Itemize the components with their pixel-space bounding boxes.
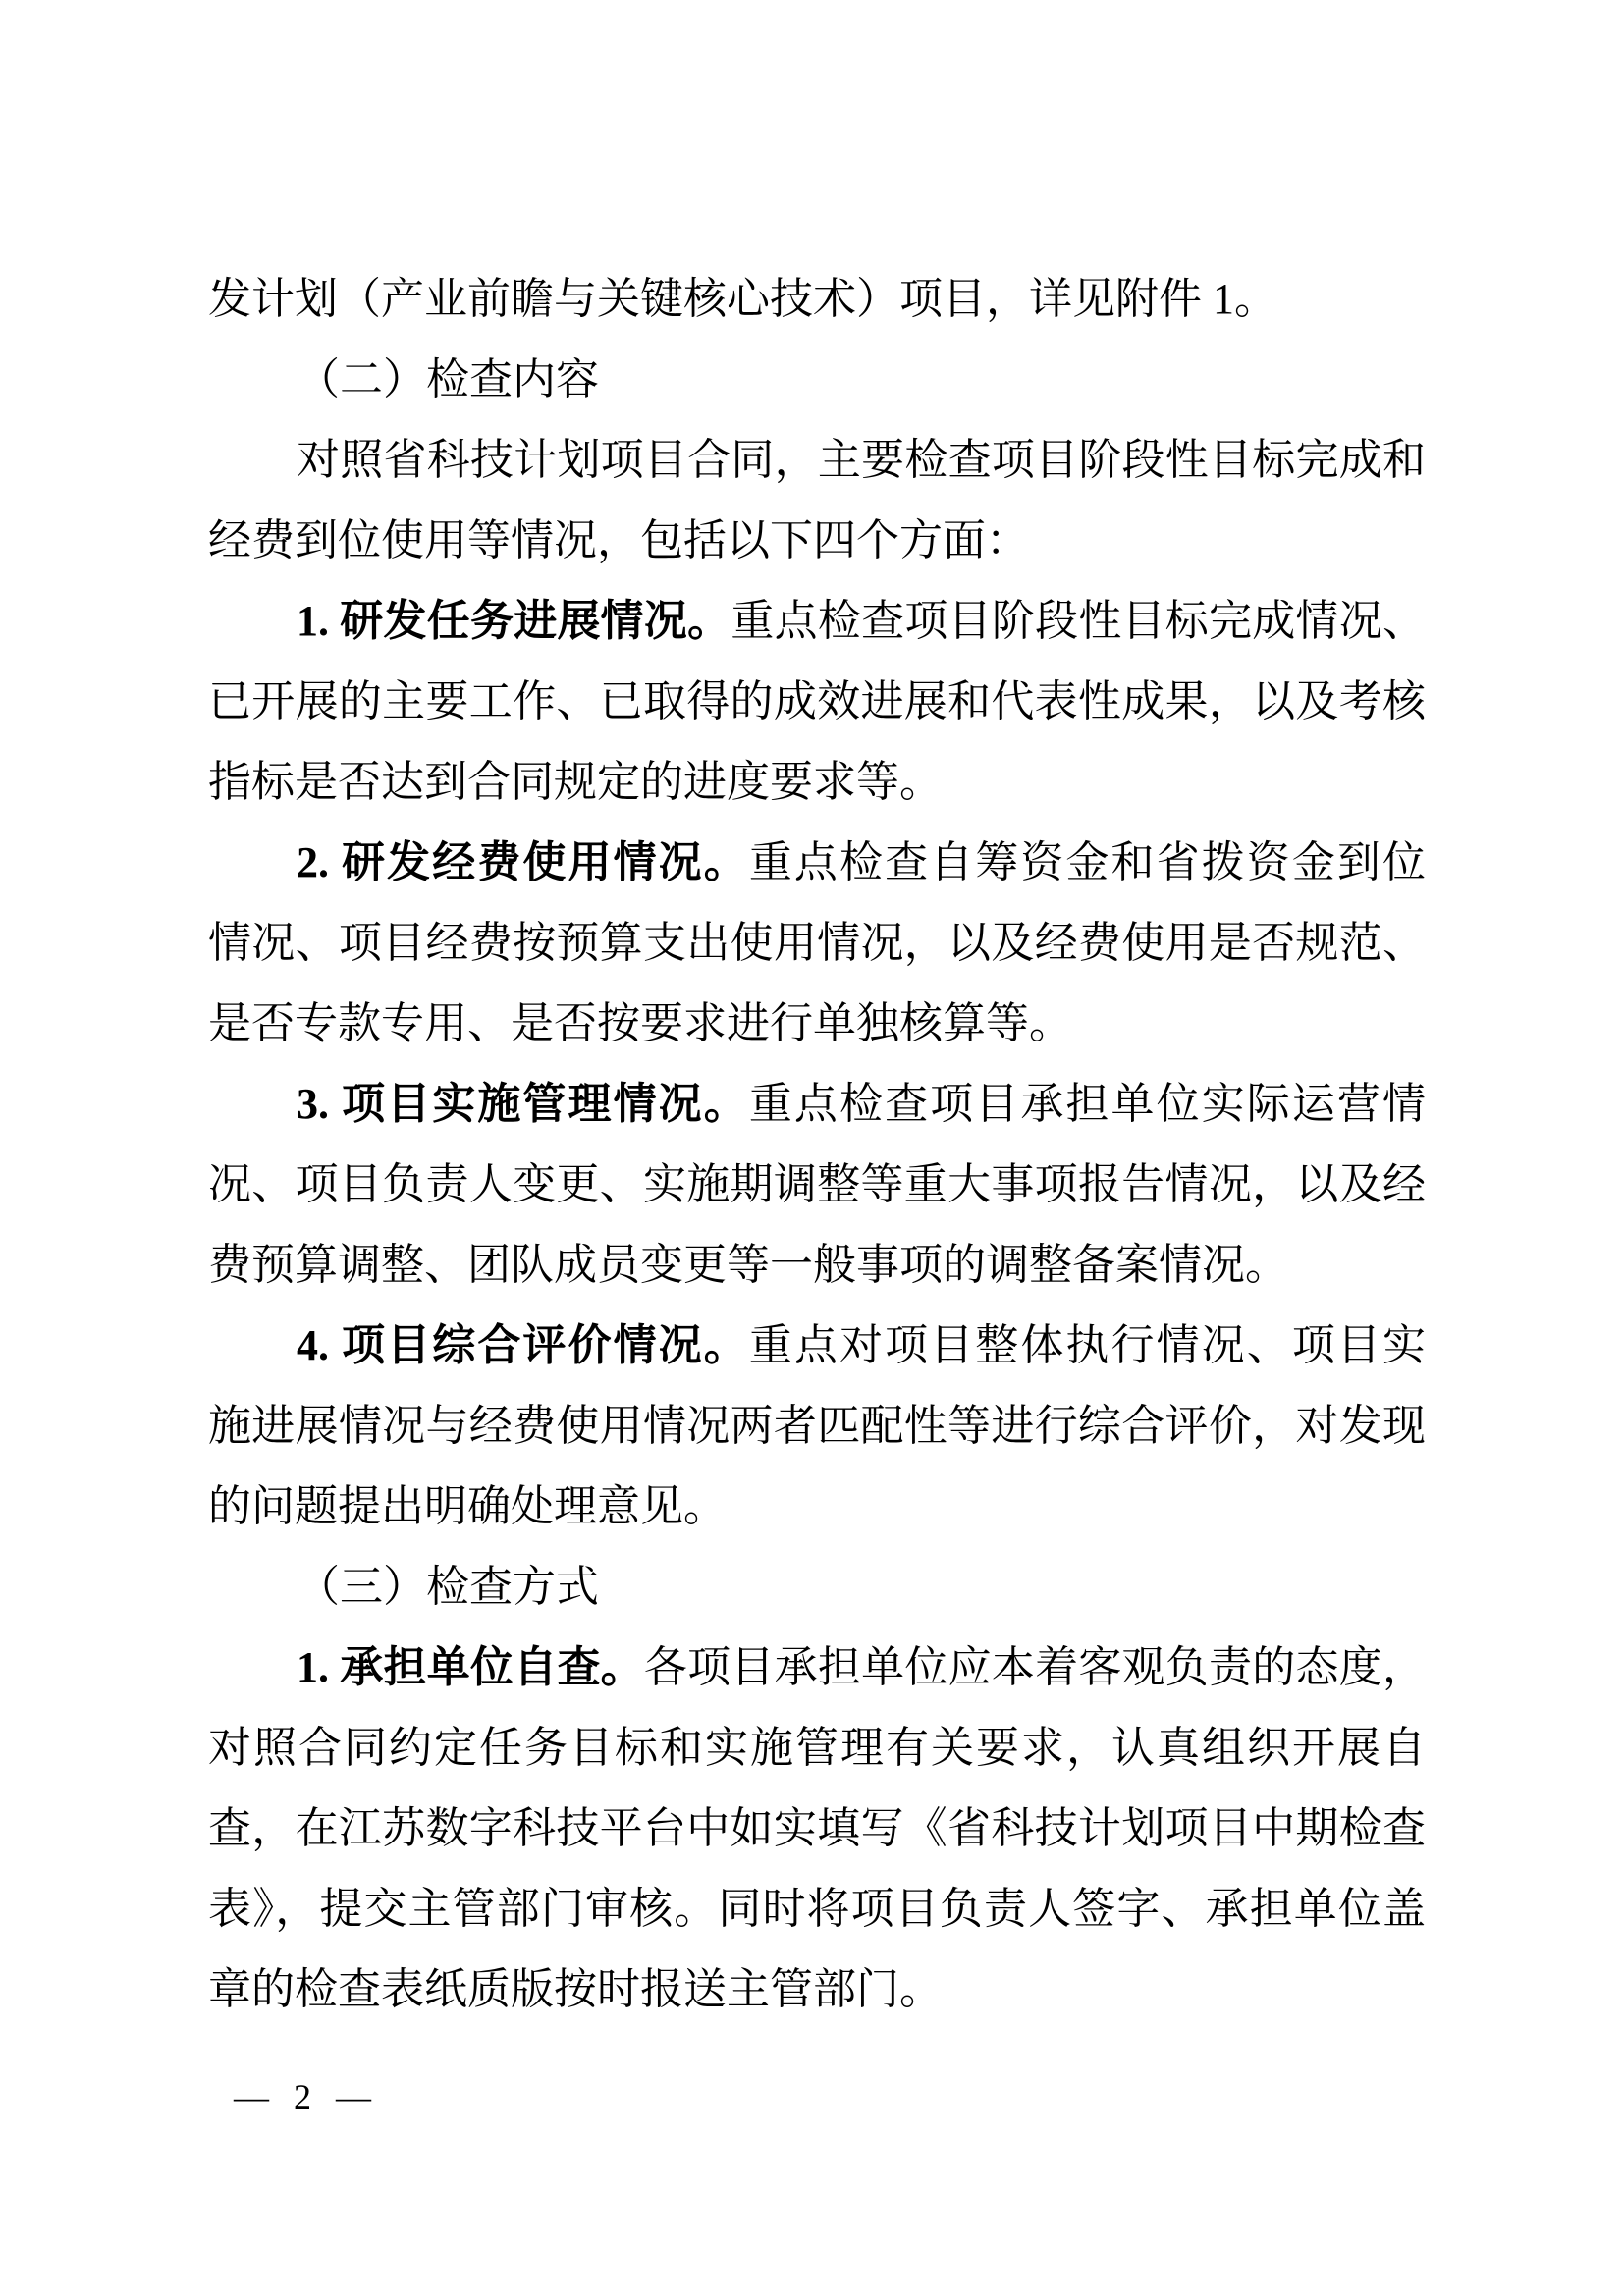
- text-line: [208, 1467, 1426, 1547]
- text-segment: 指标是否达到合同规定的进度要求等。: [208, 758, 943, 806]
- text-segment: 表》，提交主管部门审核。同时将项目负责人签字、承担单位盖: [208, 1885, 1426, 1933]
- text-line: [208, 823, 1426, 903]
- text-segment: 重点检查项目阶段性目标完成情况、: [731, 597, 1427, 645]
- text-segment: 费预算调整、团队成员变更等一般事项的调整备案情况。: [208, 1241, 1288, 1289]
- text-line: [208, 1789, 1426, 1869]
- text-line: [208, 340, 1426, 420]
- text-line: [208, 903, 1426, 984]
- text-segment: 的问题提出明确处理意见。: [208, 1482, 727, 1530]
- text-segment: 况、项目负责人变更、实施期调整等重大事项报告情况，以及经: [208, 1160, 1426, 1208]
- text-line: [208, 1064, 1426, 1145]
- text-line: [208, 742, 1426, 823]
- text-segment: 查，在江苏数字科技平台中如实填写《省科技计划项目中期检查: [208, 1804, 1426, 1852]
- text-segment: 施进展情况与经费使用情况两者匹配性等进行综合评价，对发现: [208, 1402, 1426, 1450]
- text-segment: 重点对项目整体执行情况、项目实: [748, 1321, 1427, 1369]
- text-line: [208, 259, 1426, 340]
- text-segment: 已开展的主要工作、已取得的成效进展和代表性成果，以及考核: [208, 677, 1426, 725]
- text-segment: 对照省科技计划项目合同，主要检查项目阶段性目标完成和: [297, 436, 1426, 484]
- text-line: [208, 581, 1426, 662]
- text-line: [208, 420, 1426, 501]
- text-segment: 章的检查表纸质版按时报送主管部门。: [208, 1965, 943, 2013]
- text-line: [208, 1225, 1426, 1306]
- section-heading-segment: 1. 研发任务进展情况。: [297, 597, 731, 645]
- text-line: [208, 1386, 1426, 1467]
- text-segment: 对照合同约定任务目标和实施管理有关要求，认真组织开展自: [208, 1724, 1426, 1772]
- section-heading-segment: 4. 项目综合评价情况。: [297, 1321, 749, 1369]
- section-heading-segment: 2. 研发经费使用情况。: [297, 838, 749, 886]
- section-heading-segment: 1. 承担单位自查。: [297, 1643, 644, 1691]
- text-line: [208, 1949, 1426, 2030]
- text-line: [208, 1547, 1426, 1628]
- text-segment: 发计划（产业前瞻与关键核心技术）项目，详见附件 1。: [208, 275, 1277, 323]
- text-line: [208, 662, 1426, 742]
- text-line: [208, 1628, 1426, 1708]
- text-segment: 各项目承担单位应本着客观负责的态度，: [643, 1643, 1427, 1691]
- section-heading-segment: 3. 项目实施管理情况。: [297, 1080, 749, 1128]
- text-line: [208, 984, 1426, 1064]
- page-number: — 2 —: [234, 2077, 379, 2116]
- text-segment: （三）检查方式: [297, 1563, 599, 1611]
- text-line: [208, 1869, 1426, 1949]
- text-segment: 是否专款专用、是否按要求进行单独核算等。: [208, 999, 1072, 1047]
- text-line: [208, 1306, 1426, 1386]
- text-segment: 重点检查自筹资金和省拨资金到位: [748, 838, 1427, 886]
- text-line: [208, 1145, 1426, 1225]
- text-segment: 重点检查项目承担单位实际运营情: [748, 1080, 1427, 1128]
- text-segment: （二）检查内容: [297, 355, 599, 403]
- document-body: [208, 259, 1426, 2030]
- text-segment: 经费到位使用等情况，包括以下四个方面：: [208, 516, 1029, 564]
- text-line: [208, 501, 1426, 581]
- text-line: [208, 1708, 1426, 1789]
- text-segment: 情况、项目经费按预算支出使用情况，以及经费使用是否规范、: [208, 919, 1426, 967]
